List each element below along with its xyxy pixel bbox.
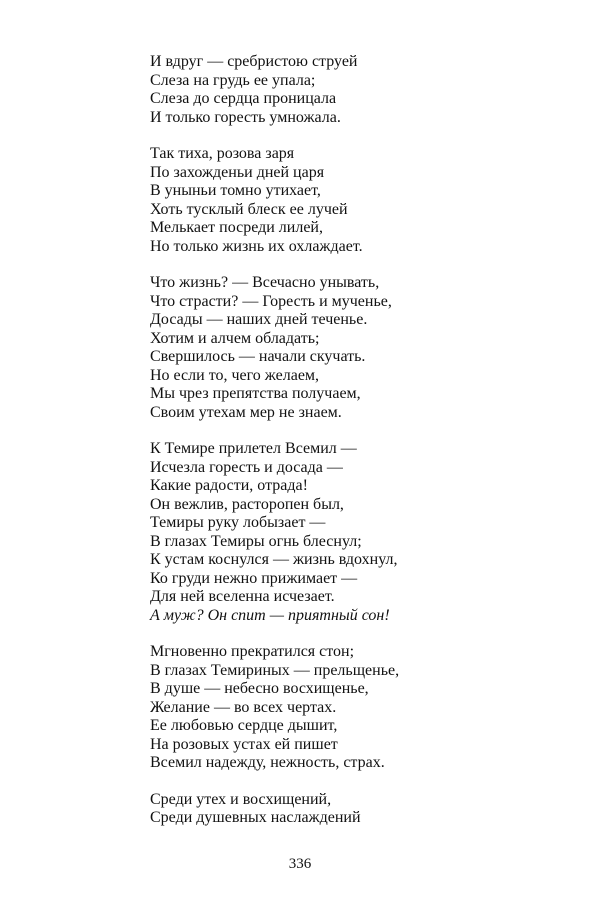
poem-line: Какие радости, отрада!	[150, 477, 308, 494]
page-number: 336	[288, 856, 312, 872]
poem-line: Для ней вселенна исчезает.	[150, 588, 335, 605]
stanza	[150, 145, 550, 256]
poem-line: Слеза до сердца проницала	[150, 90, 337, 107]
stanza	[150, 791, 550, 828]
poem-line: Что страсти? — Горесть и мученье,	[150, 292, 392, 310]
poem-line: Исчезла горесть и досада —	[150, 458, 343, 476]
poem-line: В душе — небесно восхищенье,	[150, 680, 369, 697]
poem-line: Досады — наших дней теченье.	[150, 311, 368, 328]
poem-line: Всемил надежду, нежность, страх.	[150, 754, 385, 771]
poem-line: Хотим и алчем обладать;	[150, 329, 320, 347]
poem-line: И только горесть умножала.	[150, 108, 341, 126]
poem-line: Ее любовью сердце дышит,	[150, 717, 338, 734]
poem-line: А муж? Он спит — приятный сон!	[150, 606, 390, 624]
poem-line: В уныньи томно утихает,	[150, 182, 321, 199]
poem-line: Мы чрез препятства получаем,	[150, 385, 361, 402]
stanza	[150, 53, 550, 127]
poem-line: На розовых устах ей пишет	[150, 735, 338, 753]
poem-line: Мгновенно прекратился стон;	[150, 643, 355, 660]
poem-line: Своим утехам мер не знаем.	[150, 403, 342, 421]
poem-line: В глазах Темириных — прельщенье,	[150, 661, 400, 679]
stanza	[150, 274, 550, 422]
poem-line: Он вежлив, расторопен был,	[150, 495, 344, 513]
poem-line: К устам коснулся — жизнь вдохнул,	[150, 551, 398, 568]
poem-line: Желание — во всех чертах.	[150, 698, 337, 716]
poem-line: Слеза на грудь ее упала;	[150, 71, 316, 89]
poem-line: Среди утех и восхищений,	[150, 790, 332, 808]
poem-text	[150, 53, 550, 846]
poem-line: Хоть тусклый блеск ее лучей	[150, 200, 348, 218]
poem-line: Ко груди нежно прижимает —	[150, 569, 358, 587]
poem-line: Но если то, чего желаем,	[150, 366, 320, 384]
poem-line: Что жизнь? — Всечасно унывать,	[150, 274, 380, 291]
poem-line: И вдруг — сребристою струей	[150, 53, 358, 70]
poem-line: Темиры руку лобызает —	[150, 514, 326, 531]
poem-line: В глазах Темиры огнь блеснул;	[150, 532, 362, 550]
poem-line: Свершилось — начали скучать.	[150, 348, 366, 365]
stanza	[150, 440, 550, 625]
poem-line: Но только жизнь их охлаждает.	[150, 237, 363, 255]
poem-line: К Темире прилетел Всемил —	[150, 440, 357, 457]
poem-line: Мелькает посреди лилей,	[150, 219, 323, 236]
poem-line: Среди душевных наслаждений	[150, 809, 361, 826]
poem-line: По захожденьи дней царя	[150, 163, 325, 181]
poem-line: Так тиха, розова заря	[150, 145, 295, 162]
stanza	[150, 643, 550, 773]
